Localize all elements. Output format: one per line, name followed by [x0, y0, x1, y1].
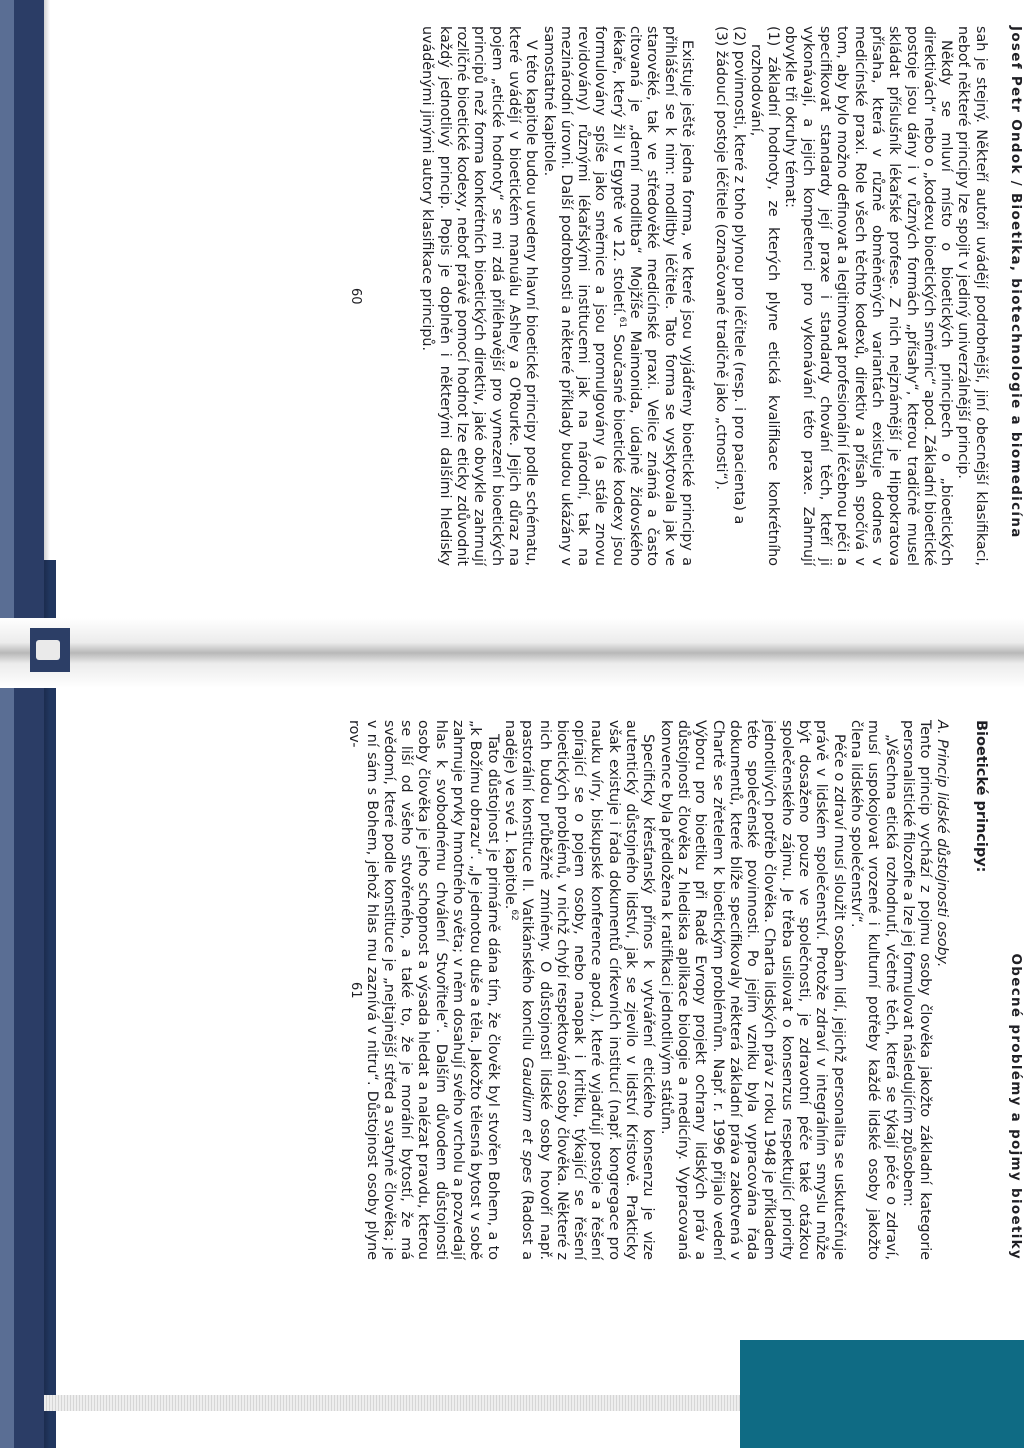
right-page	[324, 720, 1024, 1260]
paragraph-text: Současné bioetické kodexy jsou formulovány spíše jako směrnice a jsou promulgovány (a stále znovu revidovány) různými lékařskými institucemi jak na národní, tak na mezinárodní úrovni. Další podrobnosti a některé příklady budou ukázány v samostatné kapitole.	[540, 26, 626, 567]
list-item: (1) základní hodnoty, ze kterých plyne etická kvalifikace konkrétního rozhodování,	[747, 26, 782, 566]
footnote-marker: 61	[616, 316, 627, 329]
book-gutter	[0, 618, 1024, 688]
paragraph-text: Existuje ještě jedna forma, ve které jsou vyjádřeny bioetické principy a přihlášení se k nim: modlitby léčitele. Tato forma se vyskytovala jak ve starověké, tak ve středověké medicínské praxi. Velice známá a často citovaná je „denní modlitba“ Mojžíše Maimonida, údajně židovského lékaře, který žil v Egyptě ve 12. století.	[609, 26, 695, 566]
paragraph: V této kapitole budou uvedeny hlavní bioetické principy podle schématu, které uvádějí v bioetickém manuálu Ashley a O'Rourke. Jejich důraz na pojem „etické hodnoty“ se mi zdá přiléhavější pro vymezení bioetických principů než forma konkrétních bioetických direktiv, jaké obvykle zahrnují rozličné bioetické kodexy, neboť právě pomocí hodnot lze eticky zdůvodnit každý jednotlivý princip. Popis je doplněn i některými dalšími hledisky uváděnými jinými autory klasifikace principů.	[419, 26, 540, 566]
section-title: Bioetické principy:	[972, 720, 989, 873]
book-cover-highlight	[0, 0, 14, 1448]
spacer	[695, 26, 712, 566]
paragraph-text: (Radost a naděje) ve své 1. kapitole.	[501, 720, 536, 1260]
background-corner	[740, 1340, 1024, 1448]
page-number: 61	[348, 982, 363, 999]
spacer	[950, 720, 967, 1260]
running-head-right: Obecné problémy a pojmy bioetiky	[1008, 953, 1024, 1260]
italic-title: Gaudium et spes	[519, 1057, 536, 1183]
page-shadow	[44, 0, 50, 1448]
running-head-left: Josef Petr Ondok / Bioetika, biotechnologie a biomedicína	[1008, 26, 1024, 539]
page-edges	[44, 1395, 789, 1411]
list-item: (2) povinnosti, které z toho plynou pro léčitele (resp. i pro pacienta) a	[730, 26, 747, 525]
paragraph	[501, 720, 657, 1260]
quote-paragraph: „Všechna etická rozhodnutí, včetně těch, která se týkají péče o zdraví, musí uspokojovat vrozené i kulturní potřeby každé lidské osoby jakožto člena lidského společenství“.	[847, 720, 899, 1260]
paragraph	[539, 26, 695, 566]
paragraph-text: Specificky křesťanský přínos k vytváření etického konsenzu je vize autentický důstojného lidství, jak se zjevilo v lidství Kristově. Prakticky však existuje i řada dokumentů církevních institucí (např. kongregace pro nauku víry, biskupské konference apod.), které vyjadřují postoje a řešení opírající se o pojem osoby, nebo naopak i kritiku, týkající se řešení bioetických problémů, v nichž chybí respektování osoby člověka. Některé z nich budou průběžně zmíněny. O důstojnosti lidské osoby hovoří např. pastorální konstituce II. Vatikánského koncilu	[519, 720, 657, 1260]
paragraph: sah je stejný. Někteří autoři uvádějí podrobnější, jiní obecnější klasifikaci, neboť některé principy lze spojit v jediný univerzálnější princip.	[955, 26, 989, 566]
footnote-marker: 62	[508, 909, 519, 921]
subsection-title	[933, 720, 950, 1260]
list-item: (3) žádoucí postoje léčitele (označované tradičně jako „ctnosti“).	[713, 26, 730, 491]
binding-thread	[36, 640, 60, 660]
paragraph: Někdy se mluví místo o bioetických principech o „bioetických direktivách“ nebo o „kodexu bioetických směrnic“ apod. Základní bioetické postoje jsou dány i v různých formách „přísahy“, kterou tradičně musel skládat příslušník lékařské profese. Z nich nejznámější je Hippokratova přísaha, která v různě obměněných variantách existuje dodnes v medicínské praxi. Role všech těchto kodexů, direktiv a přísah spočívá v tom, aby bylo možno definovat a legitimovat profesionální léčebnou péči a specifikovat standardy její praxe i standardy chování těch, kteří ji vykonávají, a jejich kompetenci pro vykonávání této praxe. Zahrnují obvykle tři okruhy témat:	[782, 26, 955, 566]
paragraph: Tento princip vychází z pojmu osoby člověka jakožto základní kategorie personalistické filozofie a lze jej formulovat následujícím způsobem:	[899, 720, 934, 1260]
paragraph: Tato důstojnost je primárně dána tím, že člověk byl stvořen Bohem, a to „k Božímu obrazu“. „Je jednotou duše a těla. Jakožto tělesná bytost v sobě zahrnuje prvky hmotného světa; v něm dosahují svého vrcholu a pozvedají hlas k svobodnému chválení Stvořitele“. Dalším důvodem důstojnosti osoby člověka je jeho schopnost a výsada hledat a nalézat pravdu, kterou se liší od všeho stvořeného, a také to, že je morální bytostí, že má svědomí, které podle konstituce je „nejtajnější střed a svatyně člověka; je v ní sám s Bohem, jehož hlas mu zaznívá v nitru“. Důstojnost osoby plyne rov-	[346, 720, 501, 1260]
paragraph: Péče o zdraví musí sloužit osobám lidí, jejichž personalita se uskutečňuje právě v lidském společenství. Protože zdraví v integrálním smyslu může být dosaženo pouze ve společnosti, je zdravotní péče také otázkou společenského zájmu. Je třeba usilovat o konsenzus respektující priority jednotlivých potřeb člověka. Charta lidských práv z roku 1948 je příkladem této společenské povinnosti. Po jejím vzniku byla vypracována řada dokumentů, které blíže specifikovaly některá základní práva zakotvená v Chartě se zřetelem k bioetickým problémům. Např. r. 1996 přijalo vedení Výboru pro bioetiku při Radě Evropy projekt ochrany lidských práv a důstojnosti člověka z hlediska aplikace biologie a medicíny. Vypracovaná konvence byla předložena k ratifikaci jednotlivým státům.	[657, 720, 847, 1260]
subsection-title-text: A. Princip lidské důstojnosti osoby.	[934, 720, 951, 968]
page-number: 60	[348, 288, 363, 305]
left-page	[324, 26, 1024, 566]
